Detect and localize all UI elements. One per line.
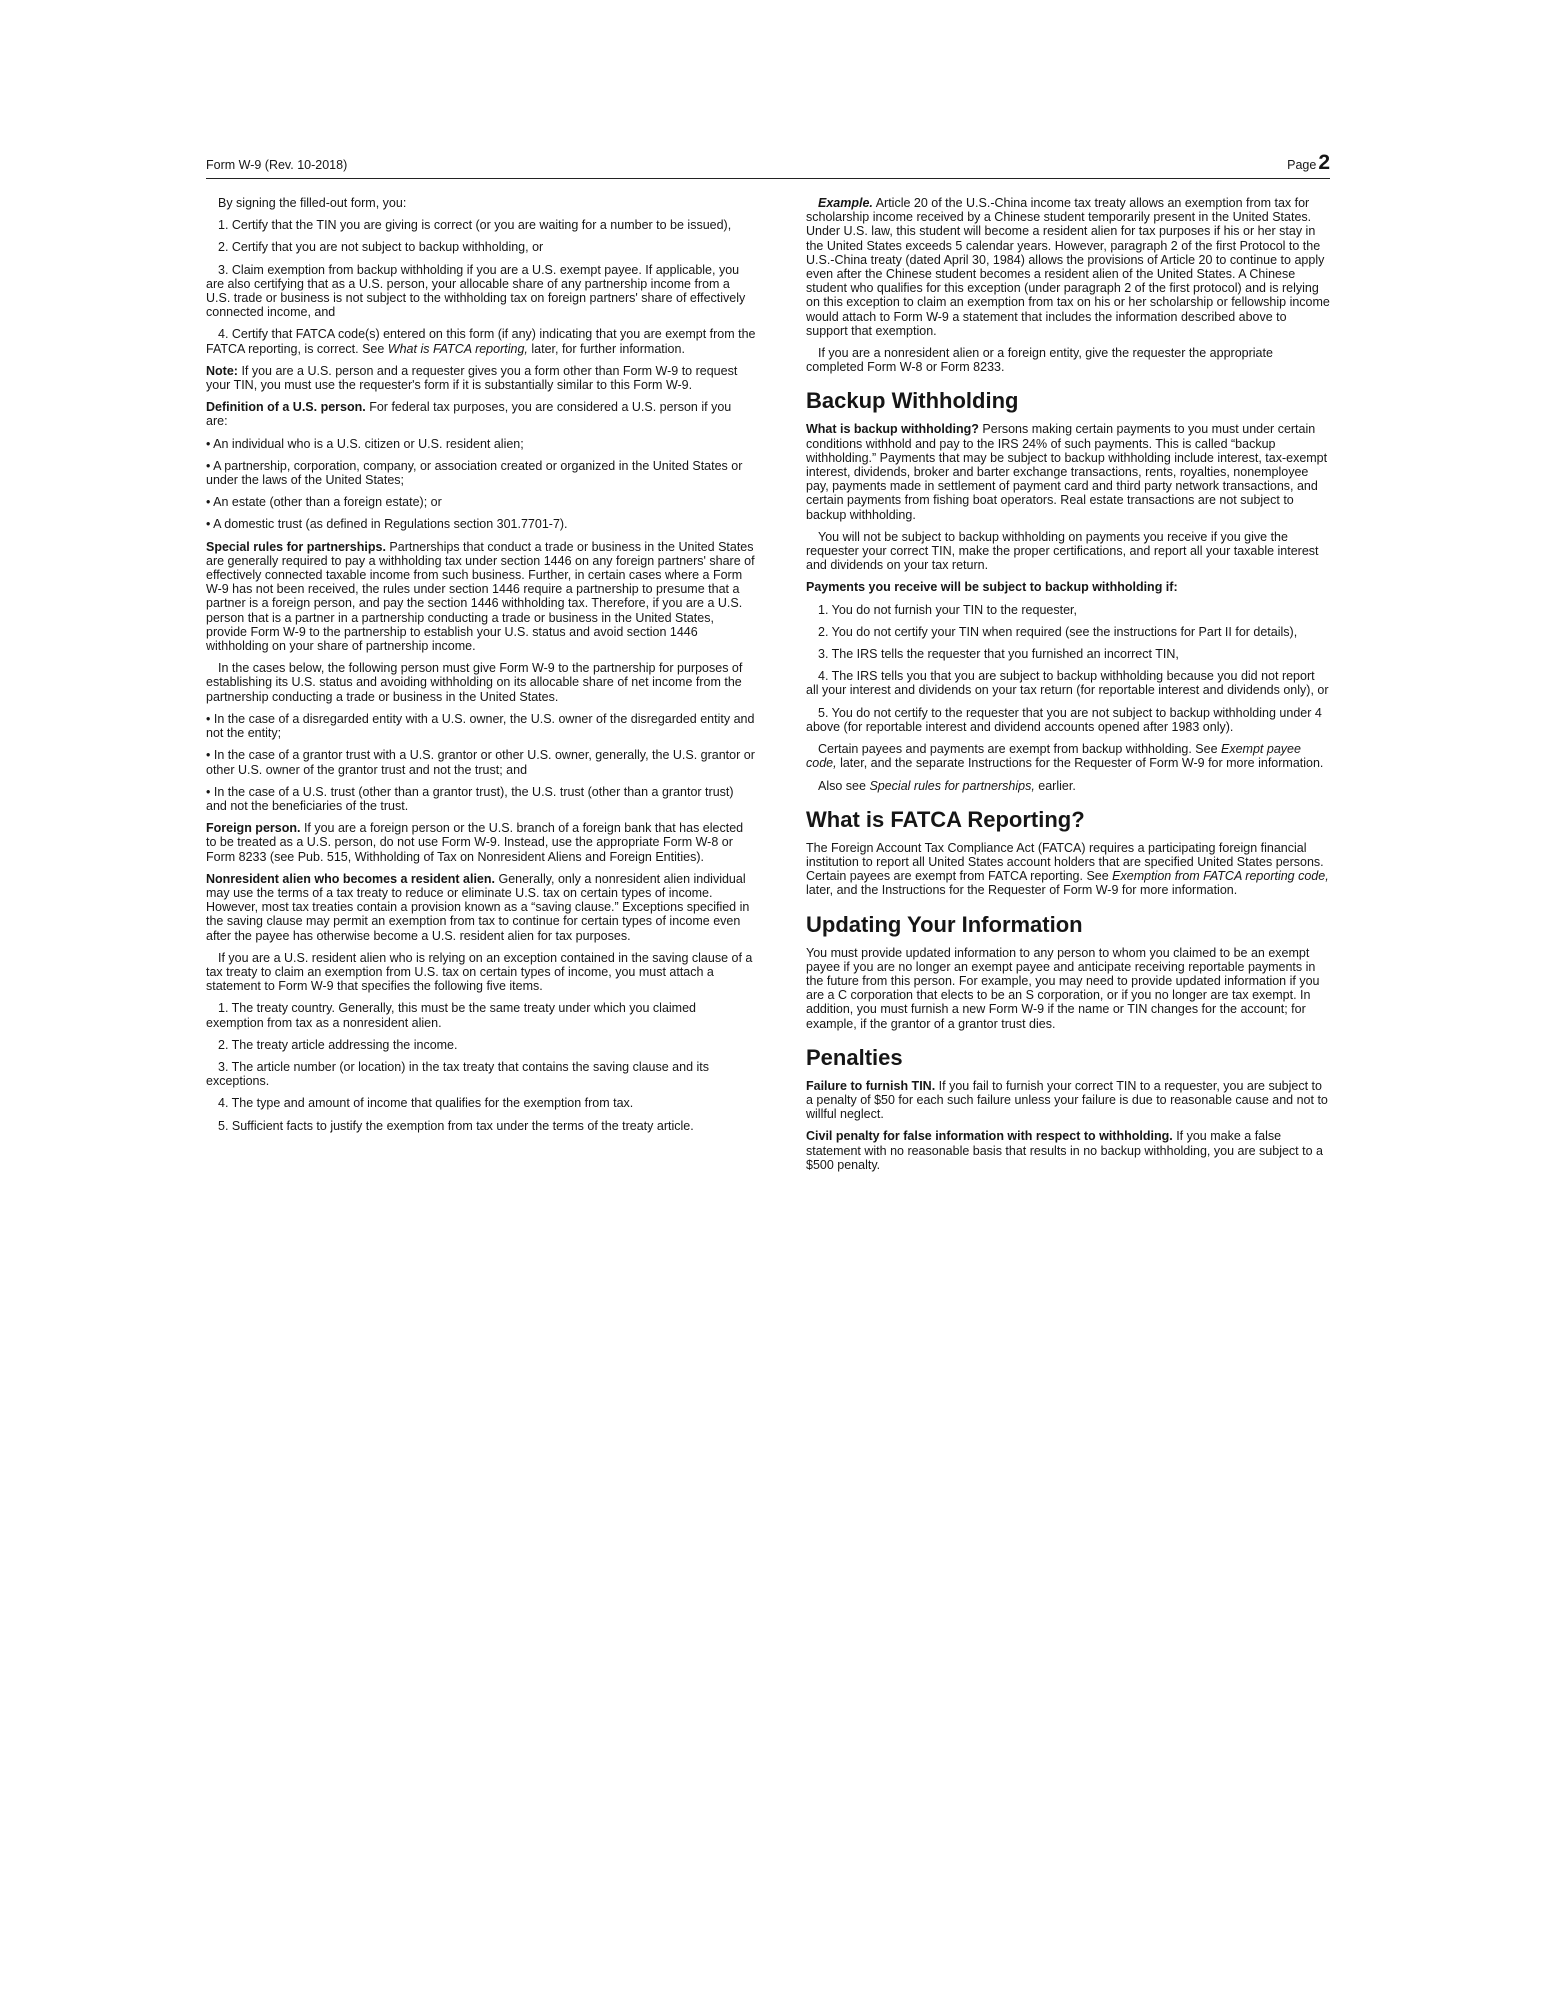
text: If you are a foreign person or the U.S. branch of a foreign bank that has elected to be treated as a U.S. person, do not use Form W-9. Instead, use the appropriate Form W-8 or Form 8233 (see Pub. 515, Withholding of Tax on Nonresident Aliens and Foreign Entities). — [206, 821, 744, 864]
run-in-heading: Foreign person. — [206, 821, 301, 836]
list-item: 5. You do not certify to the requester that you are not subject to backup withholding under 4 above (for reportable interest and dividend accounts opened after 1983 only). — [806, 705, 1322, 734]
paragraph: In the cases below, the following person must give Form W-9 to the partnership for purposes of establishing its U.S. status and avoiding withholding on its allocable share of net income from the partnership conducting a trade or business in the United States. — [206, 661, 743, 704]
reference-link-text: Exemption from FATCA reporting code, — [1112, 869, 1329, 884]
run-in-heading: Nonresident alien who becomes a resident alien. — [206, 871, 495, 886]
text: For federal tax purposes, you are considered a U.S. person if you are: — [206, 400, 732, 429]
paragraph: By signing the filled-out form, you: — [218, 196, 407, 210]
text: Article 20 of the U.S.-China income tax treaty allows an exemption from tax for scholarship income received by a Chinese student temporarily present in the United States. Under U.S. law, this student will become a resident alien for tax purposes if his or her stay in the United States exceeds 5 calendar years. However, paragraph 2 of the first Protocol to the U.S.-China treaty (dated April 30, 1984) allows the provisions of Article 20 to continue to apply even after the Chinese student becomes a resident alien of the United States. A Chinese student who qualifies for this exception (under paragraph 2 of the first protocol) and is relying on this exception to claim an exemption from tax on his or her scholarship or fellowship income would attach to Form W-9 a statement that includes the information described above to support that exemption. — [806, 196, 1330, 338]
list-item: 4. The IRS tells you that you are subject to backup withholding because you did not report all your interest and dividends on your tax return (for reportable interest and dividends only), or — [806, 669, 1329, 698]
bullet-item: • In the case of a grantor trust with a U.S. grantor or other U.S. owner, generally, the U.S. grantor or other U.S. owner of the grantor trust and not the trust; and — [206, 748, 755, 777]
foreign-person-paragraph — [206, 821, 756, 864]
text: later, and the Instructions for the Requester of Form W-9 for more information. — [806, 883, 1238, 898]
right-column — [806, 196, 1330, 1180]
special-rules-paragraph — [206, 540, 756, 654]
reference-link-text: Special rules for partnerships, — [869, 778, 1035, 793]
page-word: Page — [1287, 158, 1317, 172]
text: If you make a false statement with no reasonable basis that results in no backup withholding, you are subject to a $500 penalty. — [806, 1129, 1323, 1172]
run-in-heading: Note: — [206, 363, 238, 378]
text: Generally, only a nonresident alien individual may use the terms of a tax treaty to reduce or eliminate U.S. tax on certain types of income. However, most tax treaties contain a provision known as a “saving clause.” Exceptions specified in the saving clause may permit an exemption from tax to continue for certain types of income even after the payee has otherwise become a U.S. resident alien for tax purposes. — [206, 871, 750, 943]
list-item: 3. The article number (or location) in the tax treaty that contains the saving clause and its exceptions. — [206, 1059, 710, 1089]
reference-link-text: Exempt payee code, — [806, 742, 1301, 771]
list-item — [206, 327, 756, 355]
paragraph — [806, 422, 1330, 521]
form-id: Form W-9 (Rev. 10-2018) — [206, 158, 348, 172]
example-paragraph — [806, 196, 1330, 338]
text: Persons making certain payments to you must under certain conditions withhold and pay to the IRS 24% of such payments. This is called “backup withholding.” Payments that may be subject to backup withholding include interest, tax-exempt interest, dividends, broker and barter exchange transactions, rents, royalties, nonemployee pay, payments made in settlement of payment card and third party network transactions, and certain payments from fishing boat operators. Real estate transactions are not subject to backup withholding. — [806, 422, 1328, 522]
bullet-item: • In the case of a disregarded entity with a U.S. owner, the U.S. owner of the disregarded entity and not the entity; — [206, 711, 755, 741]
text: later, and the separate Instructions for the Requester of Form W-9 for more information. — [840, 756, 1324, 771]
bullet-item: • An estate (other than a foreign estate); or — [206, 495, 442, 510]
text: Also see — [818, 778, 866, 793]
page-number: 2 — [1318, 151, 1330, 174]
list-item: 1. You do not furnish your TIN to the requester, — [818, 602, 1077, 617]
section-heading-updating: Updating Your Information — [806, 911, 1083, 937]
paragraph — [806, 1079, 1330, 1122]
text: Partnerships that conduct a trade or business in the United States are generally required to pay a withholding tax under section 1446 on any foreign partners' share of effectively connected taxable income from such business. Further, in certain cases where a Form W-9 has not been received, the rules under section 1446 require a partnership to presume that a partner is a foreign person, and pay the section 1446 withholding tax. Therefore, if you are a U.S. person that is a partner in a partnership conducting a trade or business in the United States, provide Form W-9 to the partnership to establish your U.S. status and avoid section 1446 withholding on your share of partnership income. — [206, 539, 755, 654]
run-in-heading: Example. — [818, 196, 873, 210]
run-in-heading: Failure to furnish TIN. — [806, 1078, 936, 1093]
list-item: 1. The treaty country. Generally, this must be the same treaty under which you claimed exemption from tax as a nonresident alien. — [206, 1001, 697, 1030]
list-item: 2. Certify that you are not subject to backup withholding, or — [218, 240, 544, 255]
nonresident-paragraph — [206, 872, 756, 943]
paragraph: You will not be subject to backup withholding on payments you receive if you give the requester your correct TIN, make the proper certifications, and report all your taxable interest and dividends on your tax return. — [806, 529, 1319, 573]
bullet-item: • A partnership, corporation, company, or association created or organized in the United States or under the laws of the United States; — [206, 458, 743, 488]
section-heading-fatca: What is FATCA Reporting? — [806, 806, 1085, 832]
section-heading-backup-withholding: Backup Withholding — [806, 388, 1019, 414]
text: Certain payees and payments are exempt from backup withholding. See — [818, 742, 1218, 757]
paragraph: If you are a nonresident alien or a foreign entity, give the requester the appropriate completed Form W-8 or Form 8233. — [806, 346, 1273, 375]
bullet-item: • In the case of a U.S. trust (other than a grantor trust), the U.S. trust (other than a grantor trust) and not the beneficiaries of the trust. — [206, 784, 734, 813]
text: earlier. — [1038, 778, 1076, 793]
run-in-heading: Special rules for partnerships. — [206, 539, 386, 554]
run-in-heading: Civil penalty for false information with respect to withholding. — [806, 1129, 1173, 1144]
bullet-item: • An individual who is a U.S. citizen or U.S. resident alien; — [206, 436, 524, 451]
text: later, for further information. — [531, 341, 685, 356]
paragraph: You must provide updated information to any person to whom you claimed to be an exempt payee if you are no longer an exempt payee and anticipate receiving reportable payments in the future from this person. For example, you may need to provide updated information if you are a C corporation that elects to be an S corporation, or if you no longer are tax exempt. In addition, you must furnish a new Form W-9 if the name or TIN changes for the account; for example, if the grantor of a grantor trust dies. — [806, 945, 1320, 1031]
list-item: 2. The treaty article addressing the income. — [218, 1037, 458, 1052]
text: If you fail to furnish your correct TIN to a requester, you are subject to a penalty of $50 for each such failure unless your failure is due to reasonable cause and not to willful neglect. — [806, 1078, 1328, 1122]
run-in-heading: Definition of a U.S. person. — [206, 400, 366, 415]
list-item: 2. You do not certify your TIN when required (see the instructions for Part II for details), — [818, 624, 1298, 639]
paragraph: If you are a U.S. resident alien who is relying on an exception contained in the saving clause of a tax treaty to claim an exemption from U.S. tax on certain types of income, you must attach a statement to Form W-9 that specifies the following five items. — [206, 950, 753, 994]
text: The Foreign Account Tax Compliance Act (FATCA) requires a participating foreign financial institution to report all United States account holders that are specified United States persons. Certain payees are exempt from FATCA reporting. See — [806, 840, 1324, 884]
note-paragraph — [206, 364, 756, 392]
paragraph — [806, 1129, 1330, 1172]
page-label — [1287, 151, 1330, 175]
subheading: Payments you receive will be subject to backup withholding if: — [806, 580, 1178, 595]
text: 4. Certify that FATCA code(s) entered on this form (if any) indicating that you are exempt from the FATCA reporting, is correct. See — [206, 327, 756, 356]
definition-paragraph — [206, 400, 756, 428]
list-item: 1. Certify that the TIN you are giving is correct (or you are waiting for a number to be issued), — [218, 218, 732, 233]
paragraph — [806, 841, 1330, 898]
list-item: 3. The IRS tells the requester that you furnished an incorrect TIN, — [818, 647, 1179, 662]
bullet-item: • A domestic trust (as defined in Regulations section 301.7701-7). — [206, 517, 568, 532]
left-column — [206, 196, 756, 1141]
section-heading-penalties: Penalties — [806, 1044, 903, 1070]
paragraph — [806, 742, 1330, 770]
run-in-heading: What is backup withholding? — [806, 422, 979, 437]
list-item: 4. The type and amount of income that qualifies for the exemption from tax. — [218, 1096, 634, 1111]
reference-link-text: What is FATCA reporting, — [387, 341, 528, 356]
paragraph — [806, 779, 1330, 793]
list-item: 5. Sufficient facts to justify the exemption from tax under the terms of the treaty article. — [218, 1118, 694, 1133]
list-item: 3. Claim exemption from backup withholding if you are a U.S. exempt payee. If applicable, you are also certifying that as a U.S. person, your allocable share of any partnership income from a U.S. trade or business is not subject to the withholding tax on foreign partners' share of effectively connected income, and — [206, 262, 746, 320]
text: If you are a U.S. person and a requester gives you a form other than Form W-9 to request your TIN, you must use the requester's form if it is substantially similar to this Form W-9. — [206, 363, 738, 393]
page-header — [206, 148, 1330, 179]
